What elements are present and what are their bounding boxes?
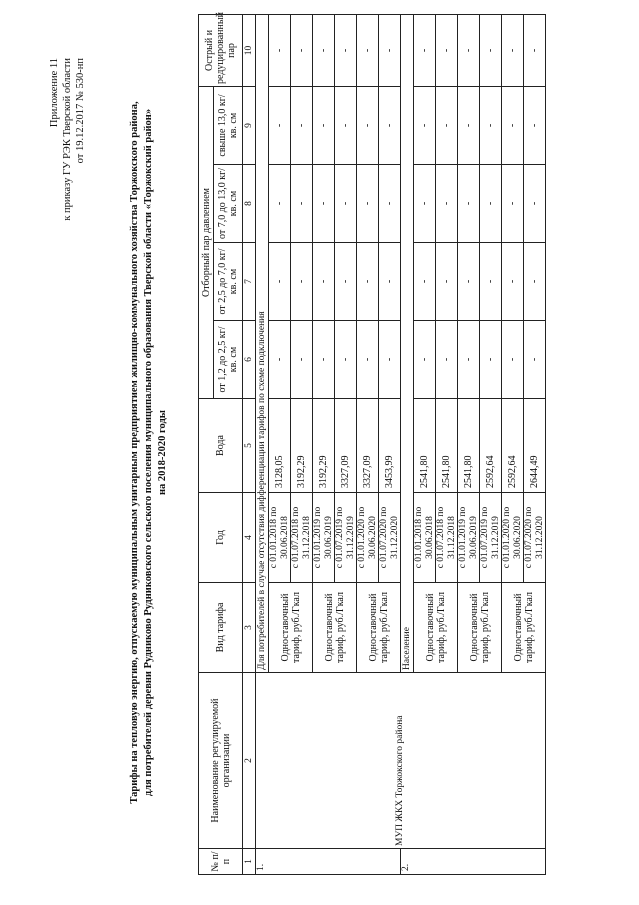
pressure-2-value: - <box>379 243 401 321</box>
pressure-3-value: - <box>269 165 291 243</box>
water-value: 3327,09 <box>335 399 357 493</box>
section-number: 2. <box>401 849 546 875</box>
pressure-3-value: - <box>379 165 401 243</box>
period-cell: с 01.01.2020 по 30.06.2020 <box>502 493 524 583</box>
pressure-3-value: - <box>502 165 524 243</box>
pressure-3-value: - <box>524 165 546 243</box>
pressure-2-value: - <box>458 243 480 321</box>
sharp-steam-value: - <box>313 14 335 86</box>
tariff-kind: Одноставочный тариф, руб./Гкал <box>502 583 546 673</box>
tariff-table <box>198 14 546 875</box>
appendix-line: Приложение 11 <box>49 58 60 128</box>
pressure-2-value: - <box>480 243 502 321</box>
sharp-steam-value: - <box>480 14 502 86</box>
column-index-cell: 8 <box>243 165 256 243</box>
pressure-4-value: - <box>357 86 379 164</box>
header-row-top <box>199 14 214 874</box>
pressure-3-value: - <box>436 165 458 243</box>
period-cell: с 01.01.2018 по 30.06.2018 <box>269 493 291 583</box>
period-cell: с 01.07.2018 по 31.12.2018 <box>291 493 313 583</box>
pressure-2-value: - <box>436 243 458 321</box>
water-value: 3128,05 <box>269 399 291 493</box>
pressure-2-value: - <box>335 243 357 321</box>
pressure-1-value: - <box>357 321 379 399</box>
pressure-2-value: - <box>269 243 291 321</box>
pressure-3-value: - <box>414 165 436 243</box>
column-index-cell: 5 <box>243 399 256 493</box>
pressure-1-value: - <box>480 321 502 399</box>
header-kind: Вид тарифа <box>199 583 243 673</box>
pressure-4-value: - <box>313 86 335 164</box>
water-value: 3453,99 <box>379 399 401 493</box>
pressure-2-value: - <box>357 243 379 321</box>
header-pressure-2: от 2,5 до 7,0 кг/кв. см <box>214 243 243 321</box>
header-steam-group: Отборный пар давлением <box>199 86 214 398</box>
section-band-text: Для потребителей в случае отсутствия дифференциации тарифов по схеме подключения <box>256 14 269 672</box>
water-value: 2541,80 <box>458 399 480 493</box>
sharp-steam-value: - <box>335 14 357 86</box>
water-value: 2541,80 <box>414 399 436 493</box>
pressure-1-value: - <box>524 321 546 399</box>
pressure-4-value: - <box>458 86 480 164</box>
water-value: 2592,64 <box>480 399 502 493</box>
pressure-4-value: - <box>291 86 313 164</box>
pressure-4-value: - <box>524 86 546 164</box>
column-index-cell: 10 <box>243 14 256 86</box>
period-cell: с 01.07.2020 по 31.12.2020 <box>524 493 546 583</box>
header-sharp-steam: Острый и редуцированный пар <box>199 14 243 86</box>
column-index-cell: 7 <box>243 243 256 321</box>
title-line: Тарифы на тепловую энергию, отпускаемую муниципальным унитарным предприятием жилищно-коммунального хозяйства Торжокского района, <box>129 101 140 804</box>
sharp-steam-value: - <box>269 14 291 86</box>
tariff-kind: Одноставочный тариф, руб./Гкал <box>414 583 458 673</box>
pressure-3-value: - <box>357 165 379 243</box>
pressure-1-value: - <box>335 321 357 399</box>
pressure-2-value: - <box>414 243 436 321</box>
header-num: № п/п <box>199 849 243 875</box>
period-cell: с 01.07.2019 по 31.12.2019 <box>480 493 502 583</box>
pressure-1-value: - <box>269 321 291 399</box>
pressure-1-value: - <box>502 321 524 399</box>
column-index-cell: 1 <box>243 849 256 875</box>
pressure-1-value: - <box>379 321 401 399</box>
period-cell: с 01.01.2019 по 30.06.2019 <box>458 493 480 583</box>
title-line: на 2018-2020 годы <box>157 410 168 496</box>
pressure-4-value: - <box>379 86 401 164</box>
column-index-cell: 9 <box>243 86 256 164</box>
pressure-1-value: - <box>291 321 313 399</box>
pressure-4-value: - <box>269 86 291 164</box>
pressure-4-value: - <box>436 86 458 164</box>
pressure-2-value: - <box>524 243 546 321</box>
tariff-kind: Одноставочный тариф, руб./Гкал <box>458 583 502 673</box>
tariff-kind: Одноставочный тариф, руб./Гкал <box>313 583 357 673</box>
pressure-4-value: - <box>414 86 436 164</box>
pressure-3-value: - <box>458 165 480 243</box>
sharp-steam-value: - <box>291 14 313 86</box>
period-cell: с 01.07.2018 по 31.12.2018 <box>436 493 458 583</box>
sharp-steam-value: - <box>502 14 524 86</box>
appendix-line: от 19.12.2017 № 530-нп <box>75 58 86 164</box>
pressure-2-value: - <box>291 243 313 321</box>
pressure-3-value: - <box>291 165 313 243</box>
header-pressure-4: свыше 13,0 кг/кв. см <box>214 86 243 164</box>
sharp-steam-value: - <box>524 14 546 86</box>
column-index-row <box>243 14 256 874</box>
pressure-4-value: - <box>480 86 502 164</box>
water-value: 2644,49 <box>524 399 546 493</box>
pressure-4-value: - <box>335 86 357 164</box>
section-band-text: Население <box>401 14 414 672</box>
water-value: 2592,64 <box>502 399 524 493</box>
section-band-row <box>256 14 269 874</box>
sharp-steam-value: - <box>379 14 401 86</box>
pressure-4-value: - <box>502 86 524 164</box>
header-water: Вода <box>199 399 243 493</box>
pressure-1-value: - <box>313 321 335 399</box>
column-index-cell: 2 <box>243 673 256 849</box>
water-value: 3327,09 <box>357 399 379 493</box>
pressure-2-value: - <box>502 243 524 321</box>
document-title <box>128 30 170 875</box>
period-cell: с 01.07.2019 по 31.12.2019 <box>335 493 357 583</box>
appendix-line: к приказу ГУ РЭК Тверской области <box>62 58 73 221</box>
sharp-steam-value: - <box>357 14 379 86</box>
header-pressure-1: от 1,2 до 2,5 кг/кв. см <box>214 321 243 399</box>
header-org: Наименование регулируемой организации <box>199 673 243 849</box>
water-value: 2541,80 <box>436 399 458 493</box>
water-value: 3192,29 <box>313 399 335 493</box>
appendix-note <box>48 58 87 221</box>
header-year: Год <box>199 493 243 583</box>
pressure-3-value: - <box>313 165 335 243</box>
sharp-steam-value: - <box>458 14 480 86</box>
period-cell: с 01.07.2020 по 31.12.2020 <box>379 493 401 583</box>
pressure-3-value: - <box>335 165 357 243</box>
tariff-kind: Одноставочный тариф, руб./Гкал <box>269 583 313 673</box>
water-value: 3192,29 <box>291 399 313 493</box>
period-cell: с 01.01.2018 по 30.06.2018 <box>414 493 436 583</box>
pressure-1-value: - <box>436 321 458 399</box>
column-index-cell: 6 <box>243 321 256 399</box>
tariff-kind: Одноставочный тариф, руб./Гкал <box>357 583 401 673</box>
pressure-3-value: - <box>480 165 502 243</box>
period-cell: с 01.01.2019 по 30.06.2019 <box>313 493 335 583</box>
column-index-cell: 4 <box>243 493 256 583</box>
pressure-1-value: - <box>414 321 436 399</box>
sharp-steam-value: - <box>414 14 436 86</box>
section-number: 1. <box>256 849 401 875</box>
org-name: МУП ЖКХ Торжокского района <box>256 673 546 849</box>
pressure-2-value: - <box>313 243 335 321</box>
title-line: для потребителей деревни Рудниково Рудниковского сельского поселения муниципального образования Тверской области «Торжокский район» <box>143 108 154 797</box>
pressure-1-value: - <box>458 321 480 399</box>
column-index-cell: 3 <box>243 583 256 673</box>
period-cell: с 01.01.2020 по 30.06.2020 <box>357 493 379 583</box>
sharp-steam-value: - <box>436 14 458 86</box>
header-pressure-3: от 7,0 до 13,0 кг/кв. см <box>214 165 243 243</box>
